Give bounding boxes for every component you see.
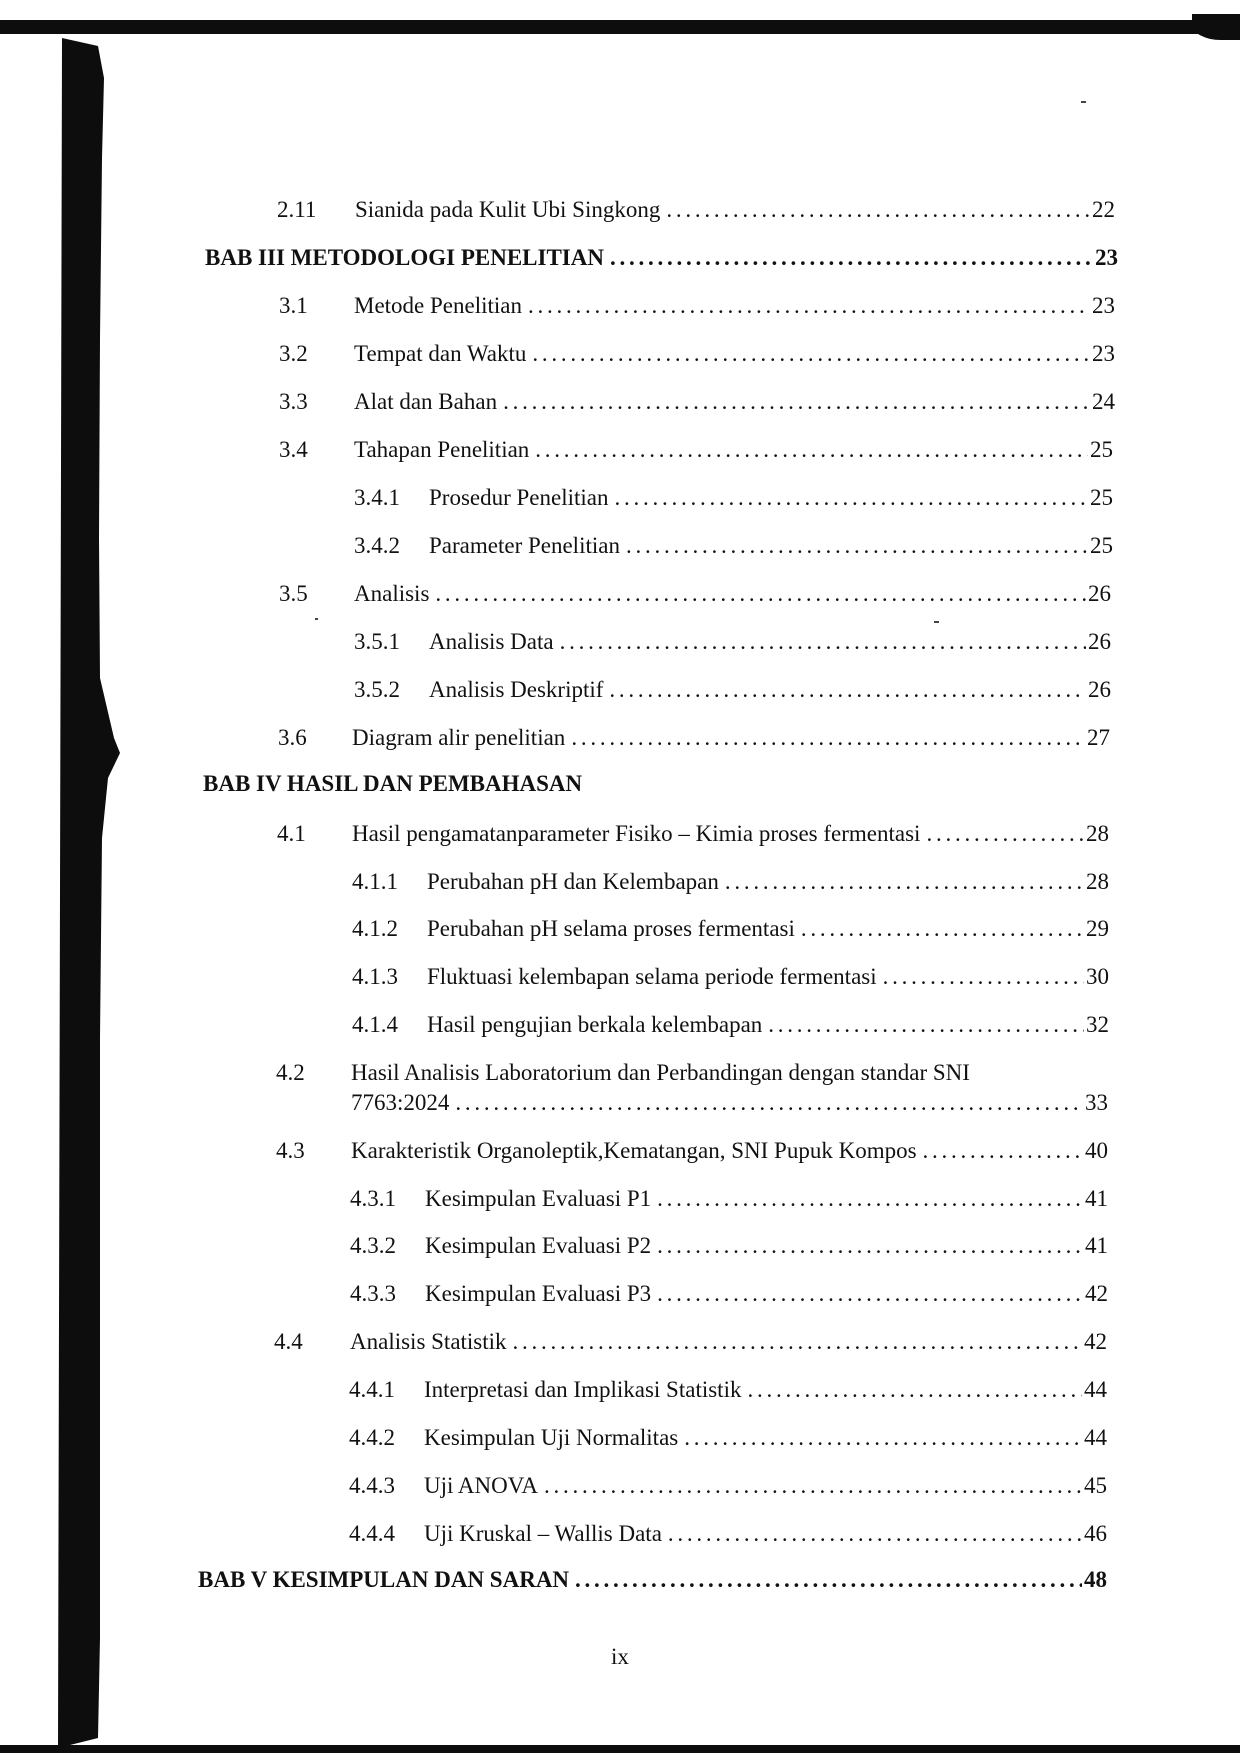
toc-entry-page: 25 (1090, 437, 1113, 462)
toc-entry-3-4 (279, 436, 1113, 464)
dot-leader (610, 244, 1093, 272)
toc-entry-page: 25 (1090, 533, 1113, 558)
toc-entry-number: 4.4.1 (349, 1377, 395, 1402)
toc-chapter-title: BAB IV HASIL DAN PEMBAHASAN (203, 771, 583, 796)
toc-entry-3-4-1 (354, 484, 1113, 512)
toc-entry-number: 3.4 (279, 437, 308, 462)
toc-entry-page: 26 (1088, 629, 1111, 654)
dot-leader (571, 724, 1085, 752)
dot-leader (528, 292, 1090, 320)
dot-leader (532, 340, 1090, 368)
dot-leader (626, 532, 1088, 560)
toc-entry-page: 45 (1084, 1473, 1107, 1498)
toc-entry-page: 23 (1092, 293, 1115, 318)
toc-entry-title: Uji Kruskal – Wallis Data (424, 1521, 662, 1546)
toc-entry-4-4-3 (349, 1472, 1107, 1500)
toc-entry-number: 4.1.1 (352, 869, 398, 894)
toc-entry-4-1-1 (352, 868, 1109, 896)
toc-entry-number: 2.11 (277, 197, 317, 222)
toc-entry-number: 4.1 (277, 821, 306, 846)
dot-leader (503, 388, 1090, 416)
toc-entry-number: 4.4.3 (349, 1473, 395, 1498)
dot-leader (513, 1328, 1082, 1356)
toc-entry-page: 23 (1092, 341, 1115, 366)
toc-entry-page: 28 (1086, 821, 1109, 846)
toc-entry-page: 42 (1084, 1329, 1107, 1354)
scan-speck (315, 618, 318, 620)
toc-entry-number: 4.1.3 (352, 964, 398, 989)
toc-entry-number: 3.3 (279, 389, 308, 414)
toc-entry-page: 41 (1085, 1233, 1108, 1258)
toc-entry-title: Prosedur Penelitian (429, 485, 609, 510)
toc-entry-page: 28 (1086, 869, 1109, 894)
dot-leader (926, 820, 1084, 848)
toc-entry-page: 40 (1085, 1138, 1108, 1163)
toc-entry-number: 3.5 (279, 581, 308, 606)
toc-entry-title: Analisis (354, 581, 430, 606)
scan-speck (934, 621, 939, 623)
toc-entry-number: 4.4.2 (349, 1425, 395, 1450)
toc-entry-4-4 (274, 1328, 1107, 1356)
toc-entry-4-1-4 (352, 1011, 1109, 1039)
dot-leader (560, 628, 1086, 656)
toc-entry-title: Hasil Analisis Laboratorium dan Perbandingan dengan standar SNI (351, 1060, 970, 1085)
dot-leader (883, 963, 1084, 991)
dot-leader (657, 1280, 1083, 1308)
dot-leader (609, 676, 1086, 704)
toc-entry-title: Kesimpulan Evaluasi P2 (425, 1233, 652, 1258)
toc-entry-page: 27 (1087, 725, 1110, 750)
toc-entry-title: Perubahan pH selama proses fermentasi (427, 916, 795, 941)
toc-entry-title: Parameter Penelitian (429, 533, 620, 558)
page-number: ix (611, 1644, 629, 1669)
toc-entry-title: Fluktuasi kelembapan selama periode fermentasi (427, 964, 877, 989)
toc-entry-page: 32 (1086, 1012, 1109, 1037)
toc-entry-page: 25 (1090, 485, 1113, 510)
toc-entry-number: 4.2 (276, 1060, 305, 1085)
toc-entry-page: 41 (1085, 1186, 1108, 1211)
toc-entry-number: 3.2 (279, 341, 308, 366)
toc-entry-title: Metode Penelitian (354, 293, 522, 318)
toc-entry-3-1 (279, 292, 1115, 320)
dot-leader (923, 1137, 1083, 1165)
toc-entry-4-3-2 (350, 1232, 1108, 1260)
toc-entry-page: 30 (1086, 964, 1109, 989)
toc-entry-title: Tahapan Penelitian (354, 437, 530, 462)
toc-chapter-page: 23 (1095, 245, 1118, 270)
toc-entry-title: Alat dan Bahan (354, 389, 498, 414)
toc-entry-title: Uji ANOVA (424, 1473, 538, 1498)
dot-leader (684, 1424, 1082, 1452)
toc-entry-page: 22 (1092, 197, 1115, 222)
toc-entry-title: Analisis Deskriptif (429, 677, 604, 702)
dot-leader (666, 196, 1090, 224)
scan-speck (1081, 101, 1086, 103)
toc-entry-title: Kesimpulan Evaluasi P3 (425, 1281, 652, 1306)
toc-entry-3-6 (278, 724, 1110, 752)
toc-entry-title: Kesimpulan Evaluasi P1 (425, 1186, 652, 1211)
dot-leader (455, 1089, 1083, 1117)
dot-leader (435, 580, 1086, 608)
toc-entry-3-2 (279, 340, 1115, 368)
toc-chapter-title: BAB III METODOLOGI PENELITIAN (205, 245, 604, 270)
toc-entry-page: 26 (1088, 581, 1111, 606)
dot-leader (747, 1376, 1082, 1404)
toc-entry-4-3-3 (350, 1280, 1108, 1308)
toc-entry-4-4-2 (349, 1424, 1107, 1452)
toc-entry-4-1 (277, 820, 1109, 848)
toc-entry-3-4-2 (354, 532, 1113, 560)
toc-chapter-title: BAB V KESIMPULAN DAN SARAN (198, 1567, 570, 1592)
toc-entry-3-5-2 (354, 676, 1111, 704)
toc-entry-title-continued: 7763:2024 (351, 1090, 450, 1115)
toc-entry-number: 4.3.3 (350, 1281, 396, 1306)
dot-leader (575, 1566, 1082, 1594)
toc-entry-4-1-3 (352, 963, 1109, 991)
toc-chapter-page: 48 (1084, 1567, 1107, 1592)
toc-entry-title: Karakteristik Organoleptik,Kematangan, SNI Pupuk Kompos (351, 1138, 917, 1163)
toc-entry-title: Interpretasi dan Implikasi Statistik (424, 1377, 742, 1402)
dot-leader (535, 436, 1088, 464)
toc-entry-title: Hasil pengamatanparameter Fisiko – Kimia proses fermentasi (352, 821, 921, 846)
toc-entry-number: 4.3 (276, 1138, 305, 1163)
toc-entry-title: Tempat dan Waktu (354, 341, 527, 366)
toc-entry-4-2 (276, 1059, 1106, 1087)
toc-entry-page: 29 (1086, 916, 1109, 941)
toc-entry-page: 42 (1085, 1281, 1108, 1306)
toc-entry-4-3-1 (350, 1185, 1108, 1213)
toc-entry-4-3 (276, 1137, 1108, 1165)
toc-entry-title: Diagram alir penelitian (352, 725, 566, 750)
toc-chapter-bab-iv (203, 770, 1103, 798)
toc-entry-title: Kesimpulan Uji Normalitas (424, 1425, 679, 1450)
toc-chapter-bab-iii (205, 244, 1118, 272)
toc-entry-title: Sianida pada Kulit Ubi Singkong (355, 197, 661, 222)
toc-entry-page: 24 (1092, 389, 1115, 414)
dot-leader (657, 1232, 1083, 1260)
toc-entry-4-4-1 (349, 1376, 1107, 1404)
toc-entry-page: 26 (1088, 677, 1111, 702)
toc-entry-2-11 (277, 196, 1115, 224)
toc-entry-title: Hasil pengujian berkala kelembapan (427, 1012, 763, 1037)
toc-entry-number: 3.4.1 (354, 485, 400, 510)
toc-entry-title: Analisis Statistik (350, 1329, 507, 1354)
dot-leader (668, 1520, 1082, 1548)
dot-leader (544, 1472, 1082, 1500)
toc-entry-number: 3.1 (279, 293, 308, 318)
toc-entry-4-1-2 (352, 915, 1109, 943)
toc-entry-title: Perubahan pH dan Kelembapan (427, 869, 719, 894)
toc-entry-4-4-4 (349, 1520, 1107, 1548)
toc-entry-3-5-1 (354, 628, 1111, 656)
toc-entry-4-2-continued (351, 1089, 1108, 1117)
dot-leader (801, 915, 1084, 943)
toc-entry-number: 4.4.4 (349, 1521, 395, 1546)
toc-entry-number: 4.1.2 (352, 916, 398, 941)
toc-entry-title: Analisis Data (429, 629, 554, 654)
scan-bottom-border (0, 1745, 1240, 1753)
toc-entry-number: 3.6 (278, 725, 307, 750)
dot-leader (768, 1011, 1084, 1039)
toc-entry-number: 4.1.4 (352, 1012, 398, 1037)
toc-entry-number: 3.5.1 (354, 629, 400, 654)
dot-leader (657, 1185, 1083, 1213)
toc-entry-number: 4.4 (274, 1329, 303, 1354)
toc-entry-page: 44 (1084, 1425, 1107, 1450)
dot-leader (615, 484, 1089, 512)
toc-entry-page: 33 (1085, 1090, 1108, 1115)
toc-entry-3-3 (279, 388, 1115, 416)
toc-entry-number: 3.5.2 (354, 677, 400, 702)
toc-entry-number: 4.3.2 (350, 1233, 396, 1258)
toc-entry-number: 4.3.1 (350, 1186, 396, 1211)
toc-entry-3-5 (279, 580, 1111, 608)
toc-entry-page: 46 (1084, 1521, 1107, 1546)
toc-chapter-bab-v (198, 1566, 1107, 1594)
toc-entry-page: 44 (1084, 1377, 1107, 1402)
toc-entry-number: 3.4.2 (354, 533, 400, 558)
dot-leader (725, 868, 1084, 896)
